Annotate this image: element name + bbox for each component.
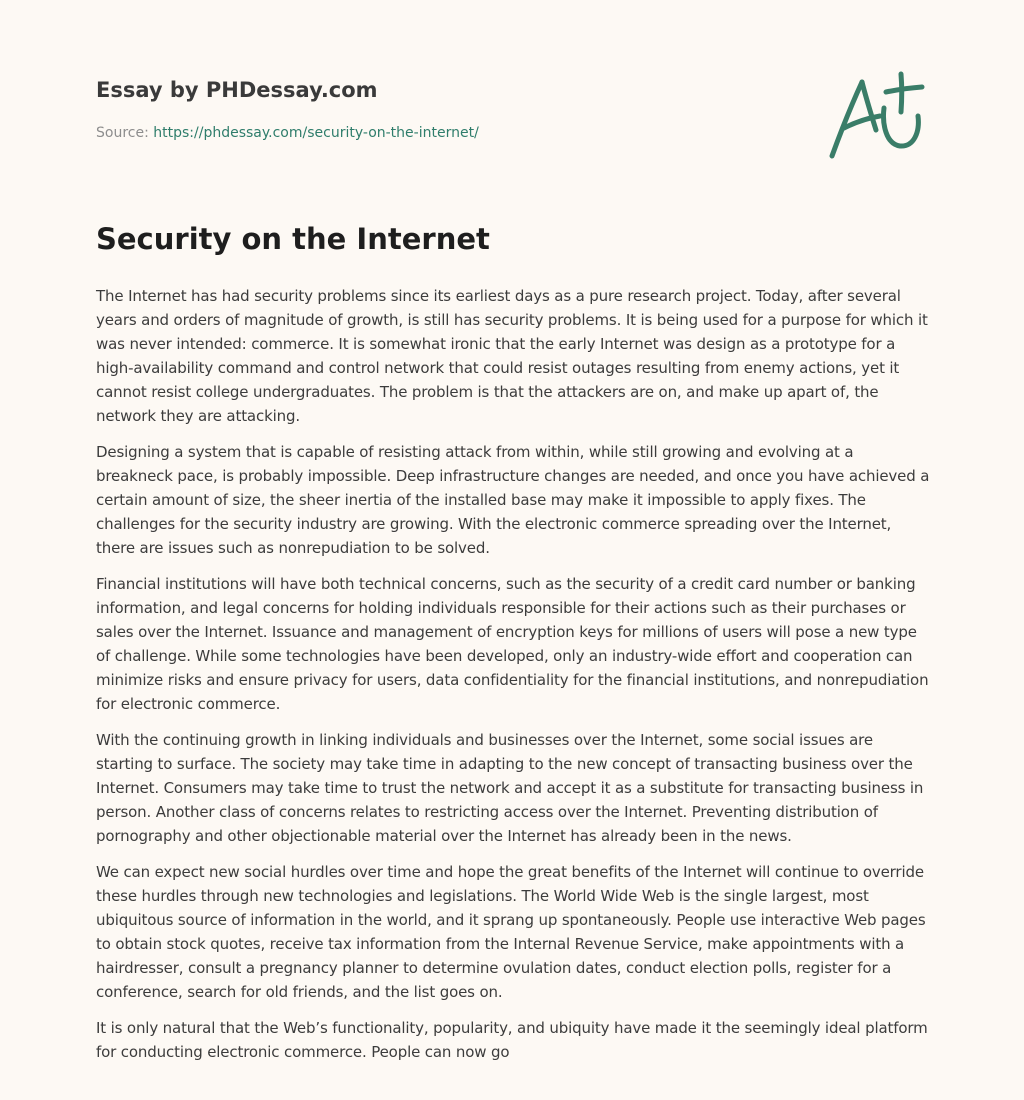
essay-paragraph: Financial institutions will have both technical concerns, such as the security of a credit card number or banking information, and legal concerns for holding individuals responsible for their actions such as their purchases or sales over the Internet. Issuance and management of encryption keys for millions of users will pose a new type of challenge. While some technologies have been developed, only an industry-wide effort and cooperation can minimize risks and ensure privacy for users, data confidentiality for the financial institutions, and nonrepudiation for electronic commerce. — [96, 575, 929, 713]
essay-paragraph: It is only natural that the Web’s functionality, popularity, and ubiquity have made it the seemingly ideal platform for conducting electronic commerce. People can now go — [96, 1019, 928, 1061]
page-header — [96, 74, 928, 174]
essay-paragraph: The Internet has had security problems since its earliest days as a pure research project. Today, after several years and orders of magnitude of growth, is still has security problems. It is being used for a purpose for which it was never intended: commerce. It is somewhat ironic that the early Internet was design as a prototype for a high-availability command and control network that could resist outages resulting from enemy actions, yet it cannot resist college undergraduates. The problem is that the attackers are on, and make up apart of, the network they are attacking. — [96, 287, 928, 425]
site-brand: Essay by PHDessay.com — [96, 78, 378, 102]
essay-body — [96, 284, 932, 1076]
a-plus-logo-icon — [824, 68, 926, 164]
essay-title: Security on the Internet — [96, 222, 490, 256]
source-link[interactable]: https://phdessay.com/security-on-the-internet/ — [153, 125, 479, 141]
source-line — [96, 125, 479, 141]
essay-paragraph: We can expect new social hurdles over time and hope the great benefits of the Internet will continue to override these hurdles through new technologies and legislations. The World Wide Web is the single largest, most ubiquitous source of information in the world, and it sprang up spontaneously. People use interactive Web pages to obtain stock quotes, receive tax information from the Internal Revenue Service, make appointments with a hairdresser, consult a pregnancy planner to determine ovulation dates, conduct election polls, register for a conference, search for old friends, and the list goes on. — [96, 863, 926, 1001]
essay-paragraph: With the continuing growth in linking individuals and businesses over the Internet, some social issues are starting to surface. The society may take time in adapting to the new concept of transacting business over the Internet. Consumers may take time to trust the network and accept it as a substitute for transacting business in person. Another class of concerns relates to restricting access over the Internet. Preventing distribution of pornography and other objectionable material over the Internet has already been in the news. — [96, 731, 924, 845]
essay-paragraph: Designing a system that is capable of resisting attack from within, while still growing and evolving at a breakneck pace, is probably impossible. Deep infrastructure changes are needed, and once you have achieved a certain amount of size, the sheer inertia of the installed base may make it impossible to apply fixes. The challenges for the security industry are growing. With the electronic commerce spreading over the Internet, there are issues such as nonrepudiation to be solved. — [96, 443, 930, 557]
source-label: Source: — [96, 125, 154, 141]
